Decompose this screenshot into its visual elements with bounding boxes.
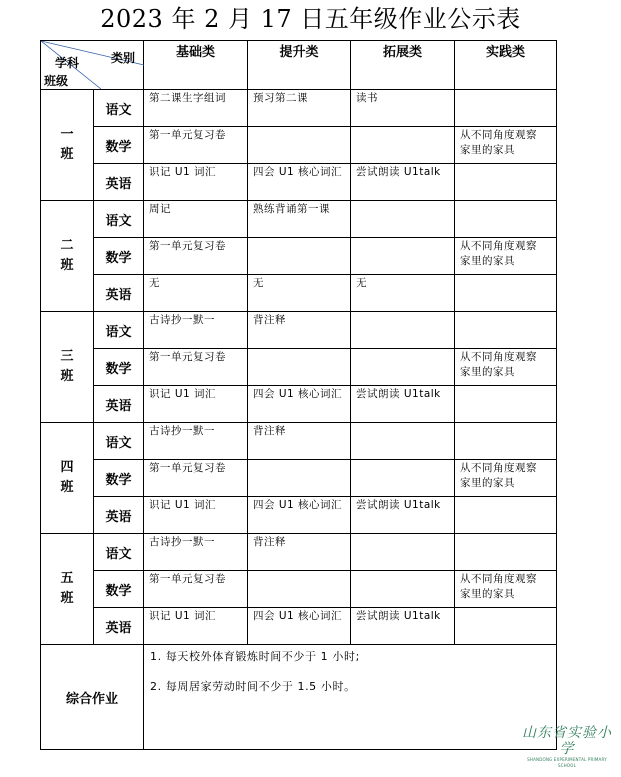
homework-cell-practice	[455, 90, 557, 127]
table-row	[41, 571, 557, 608]
homework-cell-basic: 周记	[144, 201, 248, 238]
school-logo-english: SHANDONG EXPERIMENTAL PRIMARY SCHOOL	[527, 757, 607, 768]
homework-cell-extension	[351, 312, 455, 349]
homework-cell-extension: 尝试朗读 U1talk	[351, 386, 455, 423]
homework-cell-practice	[455, 497, 557, 534]
homework-cell-advanced	[248, 460, 351, 497]
homework-cell-basic: 识记 U1 词汇	[144, 164, 248, 201]
homework-cell-extension	[351, 534, 455, 571]
class-name-char: 五	[60, 571, 74, 586]
subject-cell: 数学	[94, 460, 144, 497]
homework-cell-extension	[351, 127, 455, 164]
subject-cell: 数学	[94, 238, 144, 275]
homework-cell-practice	[455, 275, 557, 312]
subject-cell: 英语	[94, 608, 144, 645]
category-header-basic: 基础类	[144, 41, 248, 90]
homework-cell-practice: 从不同角度观察 家里的家具	[455, 349, 557, 386]
homework-cell-extension: 尝试朗读 U1talk	[351, 497, 455, 534]
class-name-cell	[41, 312, 94, 423]
homework-cell-extension: 读书	[351, 90, 455, 127]
table-row	[41, 164, 557, 201]
homework-cell-practice	[455, 386, 557, 423]
homework-cell-extension: 无	[351, 275, 455, 312]
summary-item: 2. 每周居家劳动时间不少于 1.5 小时。	[150, 680, 356, 693]
homework-cell-advanced	[248, 571, 351, 608]
page-title: 2023 年 2 月 17 日五年级作业公示表	[100, 5, 521, 33]
homework-cell-advanced: 四会 U1 核心词汇	[248, 608, 351, 645]
class-name-char: 一	[60, 127, 74, 142]
subject-cell: 英语	[94, 386, 144, 423]
class-name-char: 班	[60, 591, 74, 606]
subject-cell: 英语	[94, 164, 144, 201]
homework-cell-basic: 第二课生字组词	[144, 90, 248, 127]
homework-cell-practice	[455, 164, 557, 201]
corner-category-label: 类别	[111, 51, 136, 65]
homework-cell-extension	[351, 460, 455, 497]
table-row	[41, 312, 557, 349]
homework-cell-basic: 第一单元复习卷	[144, 127, 248, 164]
category-header-practice: 实践类	[455, 41, 557, 90]
corner-class-label: 班级	[44, 74, 69, 88]
homework-cell-advanced	[248, 127, 351, 164]
homework-cell-advanced	[248, 238, 351, 275]
school-logo-name: 山东省实验小学	[522, 725, 612, 757]
table-row	[41, 275, 557, 312]
class-name-cell	[41, 90, 94, 201]
table-row	[41, 90, 557, 127]
summary-content	[144, 645, 557, 750]
homework-cell-extension: 尝试朗读 U1talk	[351, 164, 455, 201]
subject-cell: 语文	[94, 90, 144, 127]
homework-cell-advanced: 熟练背诵第一课	[248, 201, 351, 238]
homework-cell-advanced: 预习第二课	[248, 90, 351, 127]
class-name-char: 四	[60, 460, 74, 475]
homework-cell-practice: 从不同角度观察 家里的家具	[455, 571, 557, 608]
subject-cell: 英语	[94, 497, 144, 534]
homework-cell-extension	[351, 349, 455, 386]
table-row	[41, 608, 557, 645]
homework-cell-advanced: 背注释	[248, 312, 351, 349]
subject-cell: 数学	[94, 349, 144, 386]
subject-cell: 语文	[94, 312, 144, 349]
subject-cell: 数学	[94, 571, 144, 608]
table-row	[41, 386, 557, 423]
homework-cell-practice: 从不同角度观察 家里的家具	[455, 460, 557, 497]
homework-cell-practice	[455, 423, 557, 460]
class-name-cell	[41, 201, 94, 312]
homework-cell-advanced	[248, 349, 351, 386]
category-header-extension: 拓展类	[351, 41, 455, 90]
school-logo	[519, 725, 615, 769]
summary-row	[41, 645, 557, 750]
homework-cell-advanced: 四会 U1 核心词汇	[248, 497, 351, 534]
homework-cell-advanced: 无	[248, 275, 351, 312]
subject-cell: 语文	[94, 201, 144, 238]
homework-cell-basic: 第一单元复习卷	[144, 349, 248, 386]
subject-cell: 英语	[94, 275, 144, 312]
homework-cell-basic: 古诗抄一默一	[144, 534, 248, 571]
class-name-char: 班	[60, 369, 74, 384]
homework-cell-practice	[455, 534, 557, 571]
category-header-advanced: 提升类	[248, 41, 351, 90]
homework-cell-basic: 识记 U1 词汇	[144, 608, 248, 645]
homework-cell-basic: 第一单元复习卷	[144, 571, 248, 608]
class-name-char: 班	[60, 258, 74, 273]
homework-cell-extension	[351, 423, 455, 460]
homework-table	[40, 40, 557, 750]
table-row	[41, 497, 557, 534]
homework-cell-advanced: 四会 U1 核心词汇	[248, 386, 351, 423]
corner-subject-label: 学科	[55, 56, 80, 70]
subject-cell: 语文	[94, 534, 144, 571]
homework-cell-basic: 古诗抄一默一	[144, 423, 248, 460]
subject-cell: 语文	[94, 423, 144, 460]
table-row	[41, 127, 557, 164]
homework-cell-basic: 古诗抄一默一	[144, 312, 248, 349]
header-row	[41, 41, 557, 90]
homework-cell-basic: 第一单元复习卷	[144, 238, 248, 275]
class-name-char: 班	[60, 480, 74, 495]
class-name-char: 三	[60, 349, 74, 364]
homework-cell-basic: 识记 U1 词汇	[144, 497, 248, 534]
homework-cell-basic: 第一单元复习卷	[144, 460, 248, 497]
header-corner-cell	[41, 41, 144, 90]
homework-cell-extension	[351, 201, 455, 238]
homework-cell-practice: 从不同角度观察 家里的家具	[455, 238, 557, 275]
class-name-cell	[41, 534, 94, 645]
homework-cell-advanced: 四会 U1 核心词汇	[248, 164, 351, 201]
table-row	[41, 201, 557, 238]
homework-cell-practice	[455, 608, 557, 645]
homework-cell-practice	[455, 201, 557, 238]
class-name-char: 二	[60, 238, 74, 253]
homework-cell-extension	[351, 238, 455, 275]
homework-cell-advanced: 背注释	[248, 423, 351, 460]
homework-cell-advanced: 背注释	[248, 534, 351, 571]
homework-cell-extension	[351, 571, 455, 608]
summary-item: 1. 每天校外体育锻炼时间不少于 1 小时;	[150, 650, 360, 663]
table-row	[41, 460, 557, 497]
homework-cell-basic: 无	[144, 275, 248, 312]
table-row	[41, 238, 557, 275]
table-row	[41, 423, 557, 460]
homework-cell-extension: 尝试朗读 U1talk	[351, 608, 455, 645]
table-row	[41, 534, 557, 571]
homework-cell-practice	[455, 312, 557, 349]
class-name-char: 班	[60, 147, 74, 162]
homework-cell-practice: 从不同角度观察 家里的家具	[455, 127, 557, 164]
homework-cell-basic: 识记 U1 词汇	[144, 386, 248, 423]
subject-cell: 数学	[94, 127, 144, 164]
table-row	[41, 349, 557, 386]
class-name-cell	[41, 423, 94, 534]
summary-label: 综合作业	[41, 645, 144, 750]
